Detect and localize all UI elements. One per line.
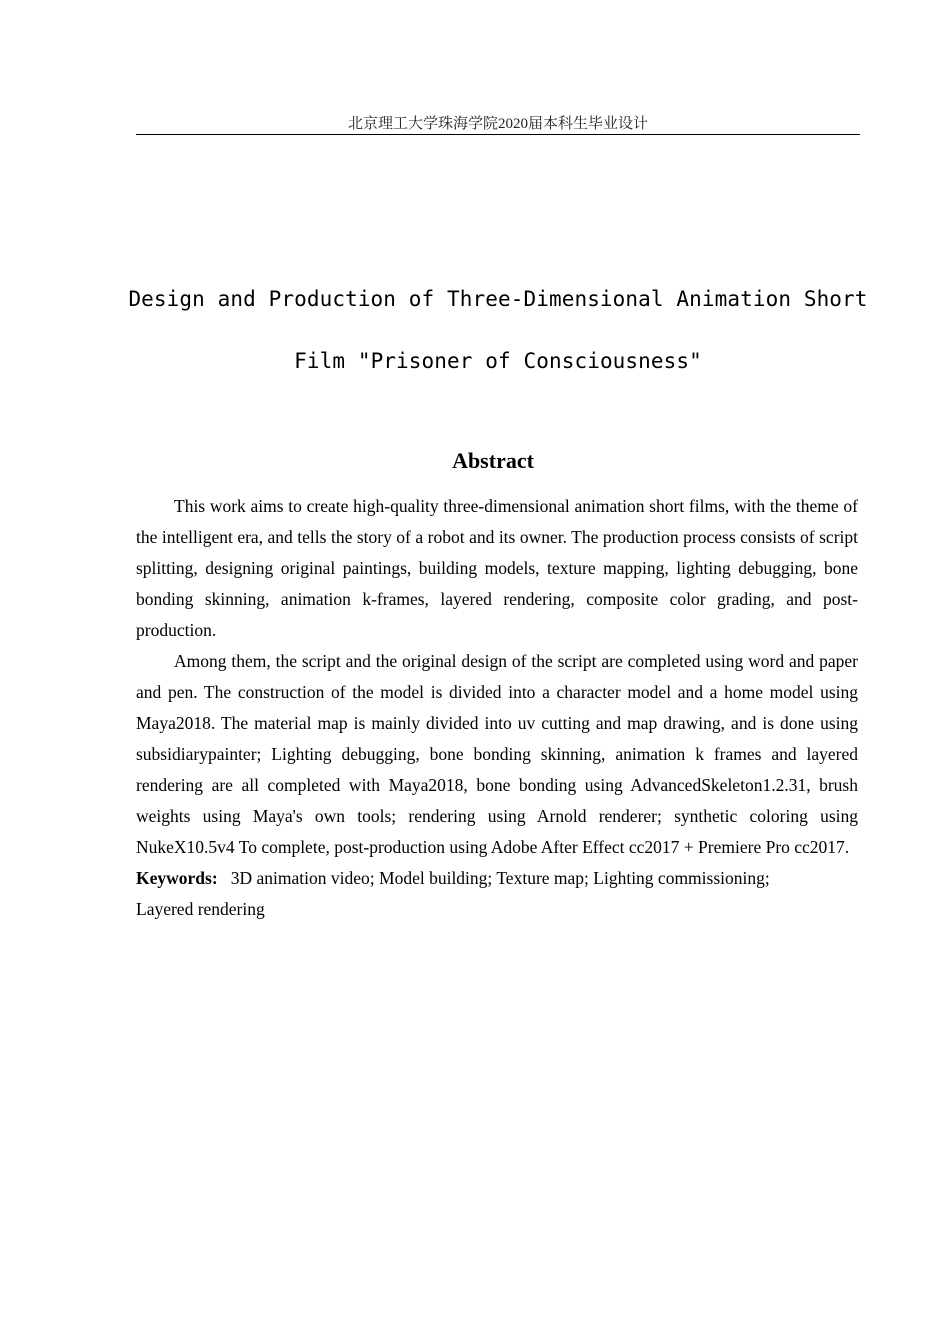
thesis-title: [120, 268, 876, 392]
abstract-body: [136, 491, 858, 925]
keywords: [136, 863, 858, 925]
header-rule: [136, 134, 860, 135]
keywords-label: Keywords:: [136, 868, 218, 888]
title-line-1: Design and Production of Three-Dimensional Animation Short: [128, 287, 868, 311]
abstract-heading: Abstract: [452, 448, 534, 473]
abstract-paragraph-1: This work aims to create high-quality three-dimensional animation short films, with the theme of the intelligent era, and tells the story of a robot and its owner. The production process consists of script splitting, designing original paintings, building models, texture mapping, lighting debugging, bone bonding skinning, animation k-frames, layered rendering, composite color grading, and post-production.: [136, 496, 858, 640]
running-header: 北京理工大学珠海学院2020届本科生毕业设计: [347, 116, 648, 132]
abstract-paragraph-2: Among them, the script and the original design of the script are completed using word and paper and pen. The construction of the model is divided into a character model and a home model using Maya2018. The material map is mainly divided into uv cutting and map drawing, and is done using subsidiarypainter; Lighting debugging, bone bonding skinning, animation k frames and layered rendering are all completed with Maya2018, bone bonding using AdvancedSkeleton1.2.31, brush weights using Maya's own tools; rendering using Arnold renderer; synthetic coloring using NukeX10.5v4 To complete, post-production using Adobe After Effect cc2017 + Premiere Pro cc2017.: [136, 651, 858, 857]
keywords-line-1: 3D animation video; Model building; Texture map; Lighting commissioning;: [230, 868, 770, 888]
title-line-2: Film "Prisoner of Consciousness": [294, 349, 702, 373]
keywords-line-2: Layered rendering: [136, 899, 265, 919]
